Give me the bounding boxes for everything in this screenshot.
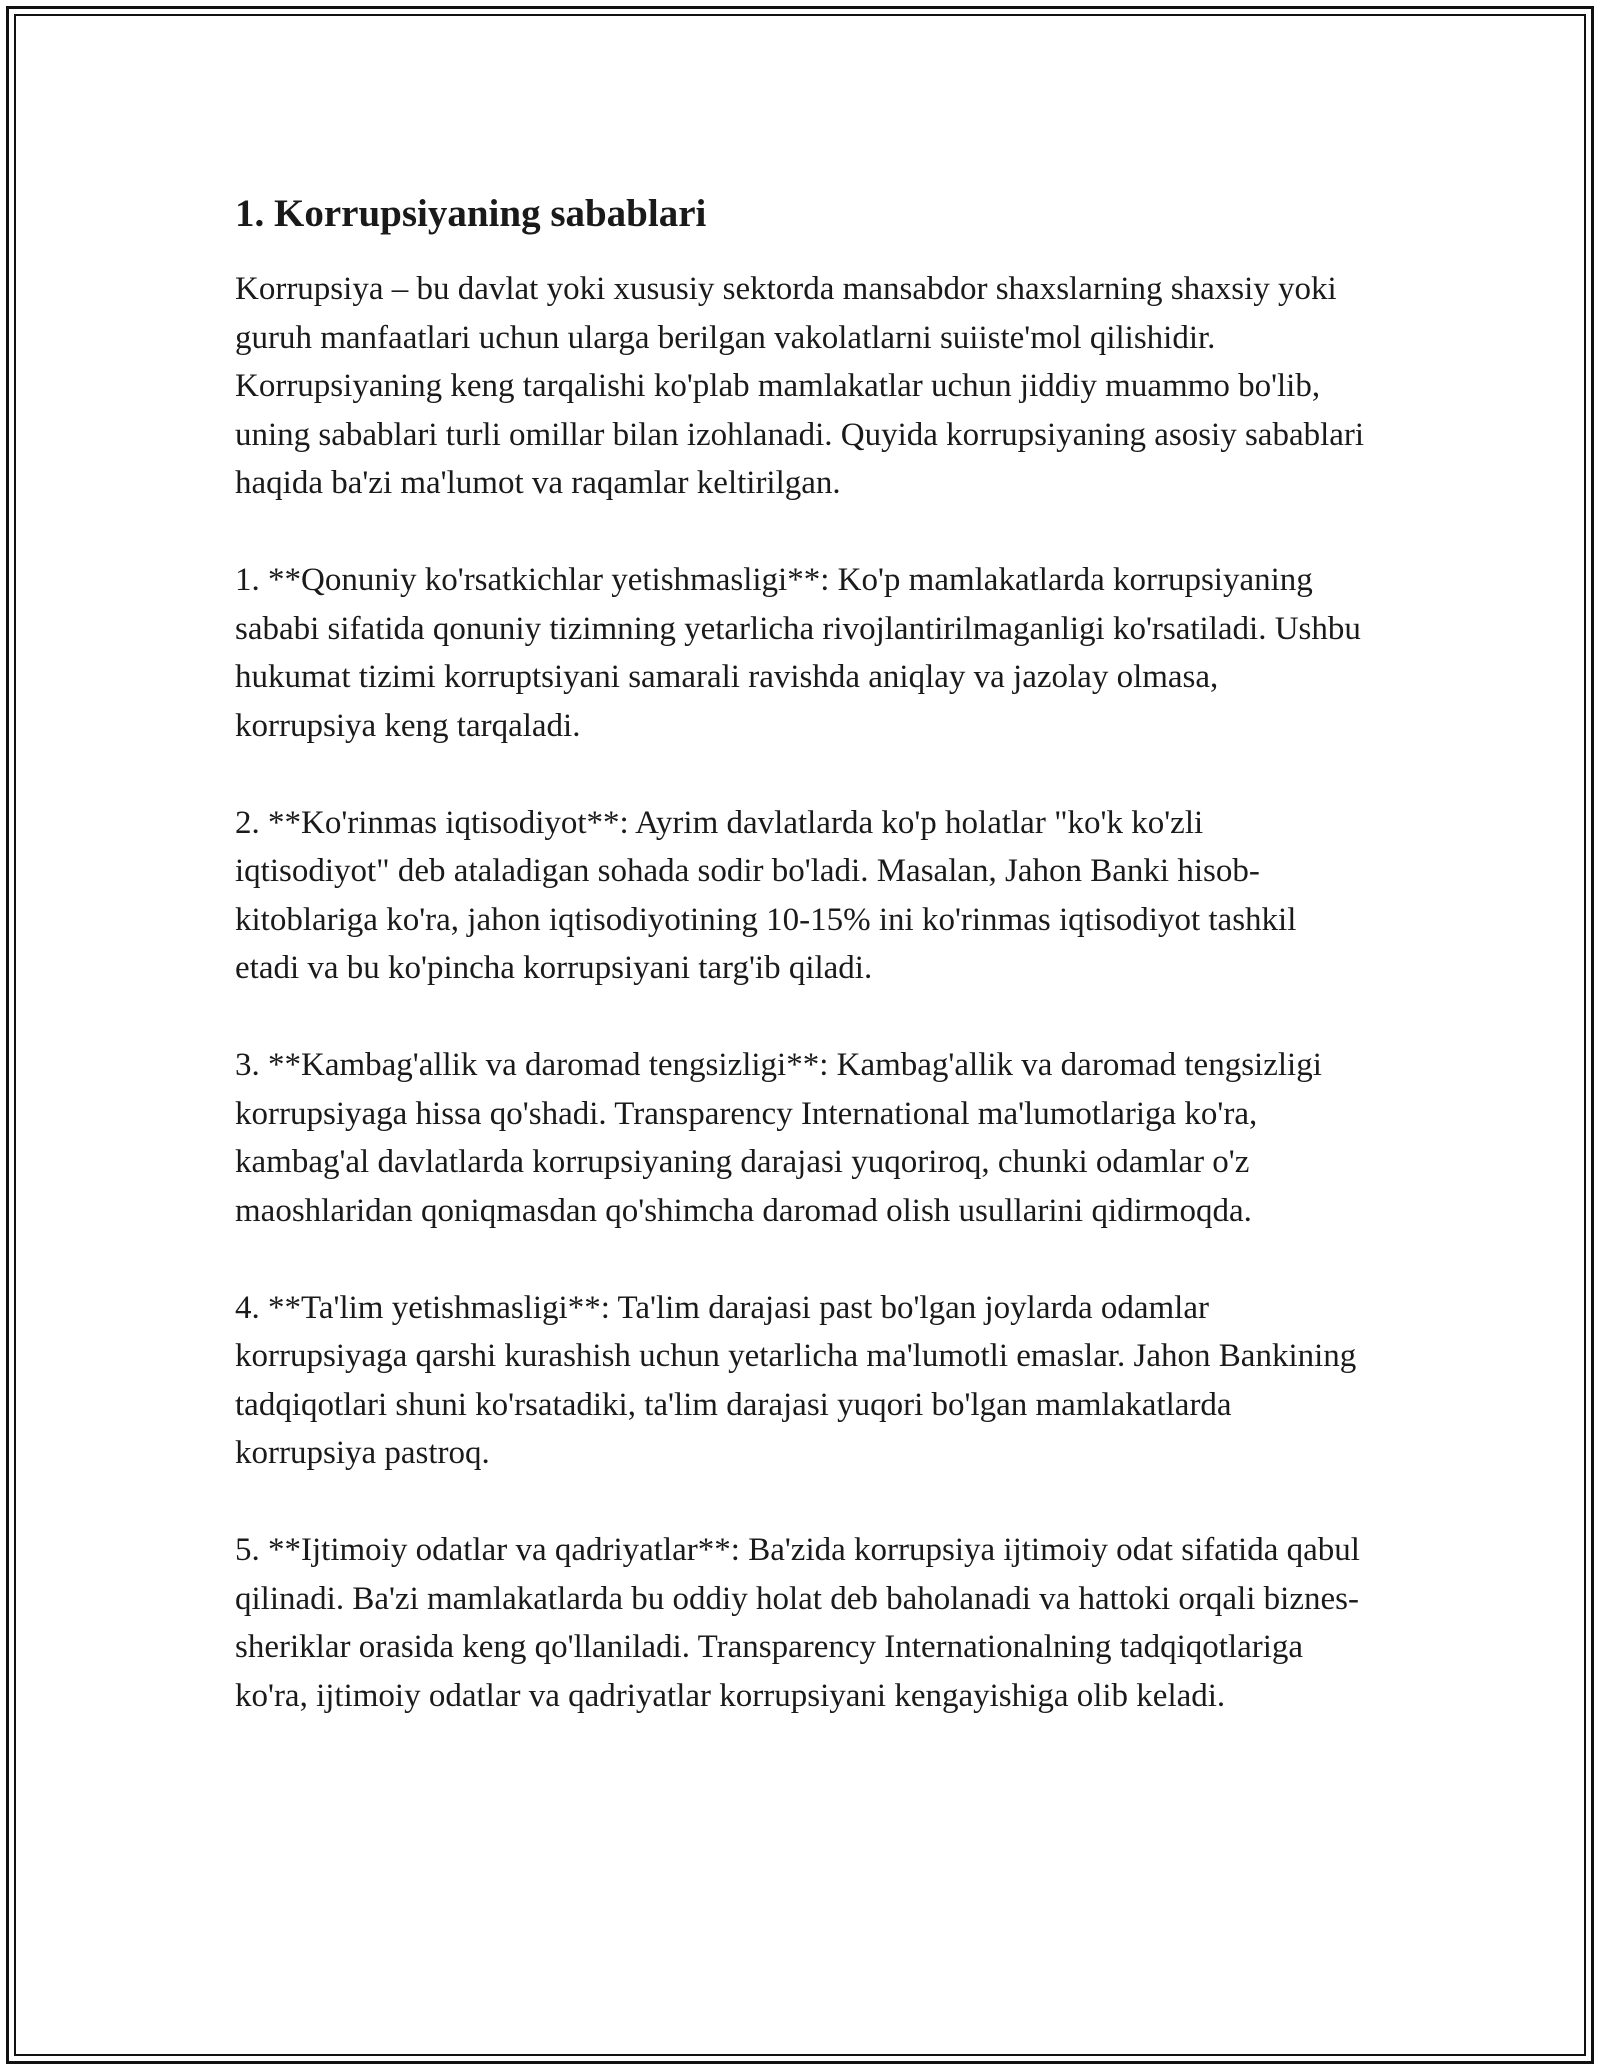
paragraph-spacer [235,1478,1365,1527]
document-body [235,185,1365,1720]
intro-paragraph: Korrupsiya – bu davlat yoki xususiy sektorda mansabdor shaxslarning shaxsiy yoki guruh manfaatlari uchun ularga berilgan vakolatlarni suiiste'mol qilishidir. Korrupsiyaning keng tarqalishi ko'plab mamlakatlar uchun jiddiy muammo bo'lib, uning sabablari turli omillar bilan izohlanadi. Quyida korrupsiyaning asosiy sabablari haqida ba'zi ma'lumot va raqamlar keltirilgan. [235,271,1365,501]
paragraph-spacer [235,750,1365,799]
section-heading: 1. Korrupsiyaning sabablari [235,192,707,235]
paragraph-spacer [235,508,1365,557]
list-item-education-gaps: 4. **Ta'lim yetishmasligi**: Ta'lim darajasi past bo'lgan joylarda odamlar korrupsiyaga qarshi kurashish uchun yetarlicha ma'lumotli emaslar. Jahon Bankining tadqiqotlari shuni ko'rsatadiki, ta'lim darajasi yuqori bo'lgan mamlakatlarda korrupsiya pastroq. [235,1289,1357,1471]
paragraph-spacer [235,993,1365,1042]
list-item-social-norms: 5. **Ijtimoiy odatlar va qadriyatlar**: Ba'zida korrupsiya ijtimoiy odat sifatida qabul qilinadi. Ba'zi mamlakatlarda bu oddiy holat deb baholanadi va hattoki orqali biznes-sheriklar orasida keng qo'llaniladi. Transparency Internationalning tadqiqotlariga ko'ra, ijtimoiy odatlar va qadriyatlar korrupsiyani kengayishiga olib keladi. [235,1532,1360,1714]
paragraph-spacer [235,1235,1365,1284]
list-item-poverty-inequality: 3. **Kambag'allik va daromad tengsizligi**: Kambag'allik va daromad tengsizligi korrupsiyaga hissa qo'shadi. Transparency International ma'lumotlariga ko'ra, kambag'al davlatlarda korrupsiyaning darajasi yuqoriroq, chunki odamlar o'z maoshlaridan qoniqmasdan qo'shimcha daromad olish usullarini qidirmoqda. [235,1047,1322,1229]
list-item-legal-gaps: 1. **Qonuniy ko'rsatkichlar yetishmasligi**: Ko'p mamlakatlarda korrupsiyaning sababi sifatida qonuniy tizimning yetarlicha rivojlantirilmaganligi ko'rsatiladi. Ushbu hukumat tizimi korruptsiyani samarali ravishda aniqlay va jazolay olmasa, korrupsiya keng tarqaladi. [235,562,1361,744]
list-item-shadow-economy: 2. **Ko'rinmas iqtisodiyot**: Ayrim davlatlarda ko'p holatlar "ko'k ko'zli iqtisodiyot" deb ataladigan sohada sodir bo'ladi. Masalan, Jahon Banki hisob-kitoblariga ko'ra, jahon iqtisodiyotining 10-15% ini ko'rinmas iqtisodiyot tashkil etadi va bu ko'pincha korrupsiyani targ'ib qiladi. [235,804,1297,986]
